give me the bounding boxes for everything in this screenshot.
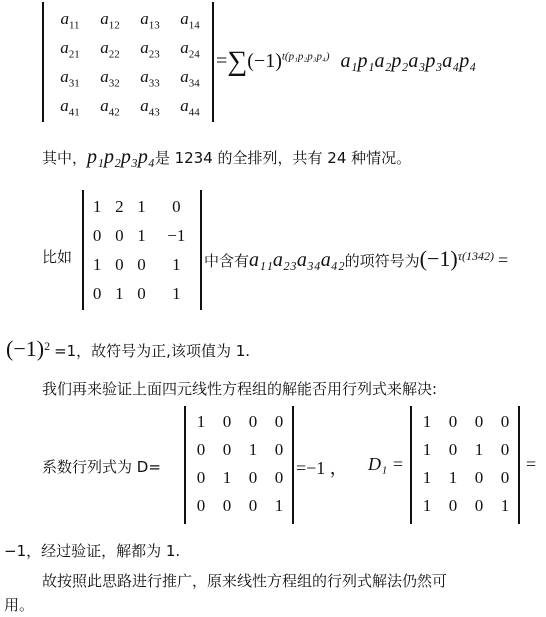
det-d1-cell: 0 <box>448 440 458 459</box>
det-d1-cell: 1 <box>422 496 432 515</box>
paragraph-line-2: 用。 <box>4 596 35 614</box>
det-a-cell: $a_{21}$ <box>60 37 80 60</box>
example-cell: 1 <box>115 283 124 303</box>
example-cell: 0 <box>92 283 102 303</box>
det-d1-cell: 0 <box>500 412 510 431</box>
det-d1-cell: 0 <box>448 412 458 431</box>
example-right-bar <box>200 190 202 310</box>
example-cell: 2 <box>115 196 124 216</box>
det-a-cell: $a_{11}$ <box>60 8 80 31</box>
det-d-cell: 0 <box>222 496 232 515</box>
det-d-value: =−1 ， <box>296 458 348 478</box>
det-d1-right-bar <box>518 406 520 524</box>
example-left-bar <box>82 190 84 310</box>
det-d1-equals: = <box>526 454 537 474</box>
det-a-cell: $a_{41}$ <box>60 95 80 118</box>
det-d-cell: 0 <box>222 412 232 431</box>
det-a-cell: $a_{43}$ <box>140 95 160 118</box>
perm-symbol: p₁p₂p₃p₄ <box>87 146 155 168</box>
det-d-cell: 1 <box>274 496 284 515</box>
det-d-cell: 0 <box>248 412 258 431</box>
det-d1-left-bar <box>410 406 412 524</box>
det-a-rhs <box>216 46 476 78</box>
det-a-cell: $a_{31}$ <box>60 66 80 89</box>
equals-sign: = <box>216 50 228 72</box>
example-cell: 1 <box>92 196 102 216</box>
example-after-term: 的项符号为 <box>344 252 420 270</box>
det-d1-cell: 1 <box>422 412 432 431</box>
det-d1-cell: 0 <box>448 496 458 515</box>
det-d1-cell: 0 <box>474 496 484 515</box>
det-a-left-bar <box>42 2 44 122</box>
det-a-cell: $a_{13}$ <box>140 8 160 31</box>
minus-one: (−1) <box>247 50 282 72</box>
perm-prefix: 其中， <box>42 149 88 167</box>
example-middle: 中含有 <box>204 252 250 270</box>
d1-label: D₁ = <box>368 454 404 474</box>
permutation-line <box>42 146 411 169</box>
example-cell: 1 <box>137 225 146 245</box>
det-d-cell: 0 <box>274 412 284 431</box>
det-d-cell: 0 <box>274 440 284 459</box>
example-cell: 1 <box>172 283 181 303</box>
result-text: =1，故符号为正,该项值为 1. <box>54 342 251 360</box>
det-d1-cell: 1 <box>448 468 458 487</box>
det-a-cell: $a_{14}$ <box>180 8 200 31</box>
example-prefix: 比如 <box>42 248 73 266</box>
det-a-cell: $a_{34}$ <box>180 66 200 89</box>
coef-det-label: 系数行列式为 D= <box>42 458 161 476</box>
conclusion-line: −1，经过验证，解都为 1. <box>4 542 181 560</box>
det-d1-matrix <box>414 408 518 520</box>
example-cell: 0 <box>115 254 124 274</box>
result-power-base: (−1) <box>6 336 45 361</box>
det-a-cell: $a_{12}$ <box>100 8 120 31</box>
example-matrix <box>86 192 200 308</box>
det-d-left-bar <box>184 406 186 524</box>
example-sentence <box>204 246 508 272</box>
paragraph-line-1: 故按照此思路进行推广，原来线性方程组的行列式解法仍然可 <box>42 572 448 590</box>
det-d1-cell: 1 <box>474 440 484 459</box>
det-d-matrix <box>188 408 292 520</box>
det-d-cell: 0 <box>222 440 232 459</box>
det-a-cell: $a_{33}$ <box>140 66 160 89</box>
example-cell: 0 <box>115 225 124 245</box>
summation-symbol: ∑ <box>227 46 248 77</box>
det-d-cell: 0 <box>196 440 206 459</box>
product-factor: a₄p₄ <box>442 50 477 72</box>
det-d1-cell: 0 <box>500 440 510 459</box>
det-d-cell: 0 <box>248 496 258 515</box>
result-power-exp: 2 <box>44 339 51 353</box>
det-a-matrix <box>50 4 210 120</box>
det-d-cell: 1 <box>222 468 232 487</box>
det-a-cell: $a_{32}$ <box>100 66 120 89</box>
example-term: a₁₁a₂₃a₃₄a₄₂ <box>249 249 345 271</box>
det-d-cell: 0 <box>274 468 284 487</box>
det-a-cell: $a_{44}$ <box>180 95 200 118</box>
example-cell: 0 <box>137 283 146 303</box>
product-factor: a₂p₂ <box>374 50 409 72</box>
example-cell: 0 <box>137 254 146 274</box>
det-d-cell: 0 <box>248 468 258 487</box>
verify-line: 我们再来验证上面四元线性方程组的解能否用行列式来解决: <box>42 380 438 398</box>
det-a-right-bar <box>212 2 214 122</box>
det-d1-cell: 1 <box>422 468 432 487</box>
det-d-cell: 0 <box>196 468 206 487</box>
sign-base: (−1) <box>419 246 458 271</box>
det-a-cell: $a_{42}$ <box>100 95 120 118</box>
result-line <box>6 336 250 362</box>
product-factor: a₁p₁ <box>340 50 375 72</box>
det-a-cell: $a_{23}$ <box>140 37 160 60</box>
det-d1-cell: 1 <box>500 496 510 515</box>
example-cell: 0 <box>172 196 181 216</box>
det-a-cell: $a_{24}$ <box>180 37 200 60</box>
det-d-cell: 1 <box>248 440 258 459</box>
example-cell: 1 <box>172 254 181 274</box>
example-equals: = <box>498 250 509 270</box>
det-d-cell: 0 <box>196 496 206 515</box>
example-cell: 1 <box>137 196 146 216</box>
det-d1-cell: 1 <box>422 440 432 459</box>
det-d1-cell: 0 <box>474 412 484 431</box>
det-a-cell: $a_{22}$ <box>100 37 120 60</box>
example-cell: 0 <box>92 225 102 245</box>
example-cell: 1 <box>92 254 102 274</box>
det-d-cell: 1 <box>196 412 206 431</box>
det-d1-cell: 0 <box>500 468 510 487</box>
product-factor: a₃p₃ <box>408 50 443 72</box>
det-d1-cell: 0 <box>474 468 484 487</box>
perm-suffix: 是 1234 的全排列，共有 24 种情况。 <box>154 149 412 167</box>
det-d-right-bar <box>292 406 294 524</box>
sign-exponent: τ(1342) <box>457 249 495 263</box>
inversion-exponent: t(p₁p₂p₃p₄) <box>281 50 330 63</box>
example-cell: −1 <box>167 225 186 245</box>
